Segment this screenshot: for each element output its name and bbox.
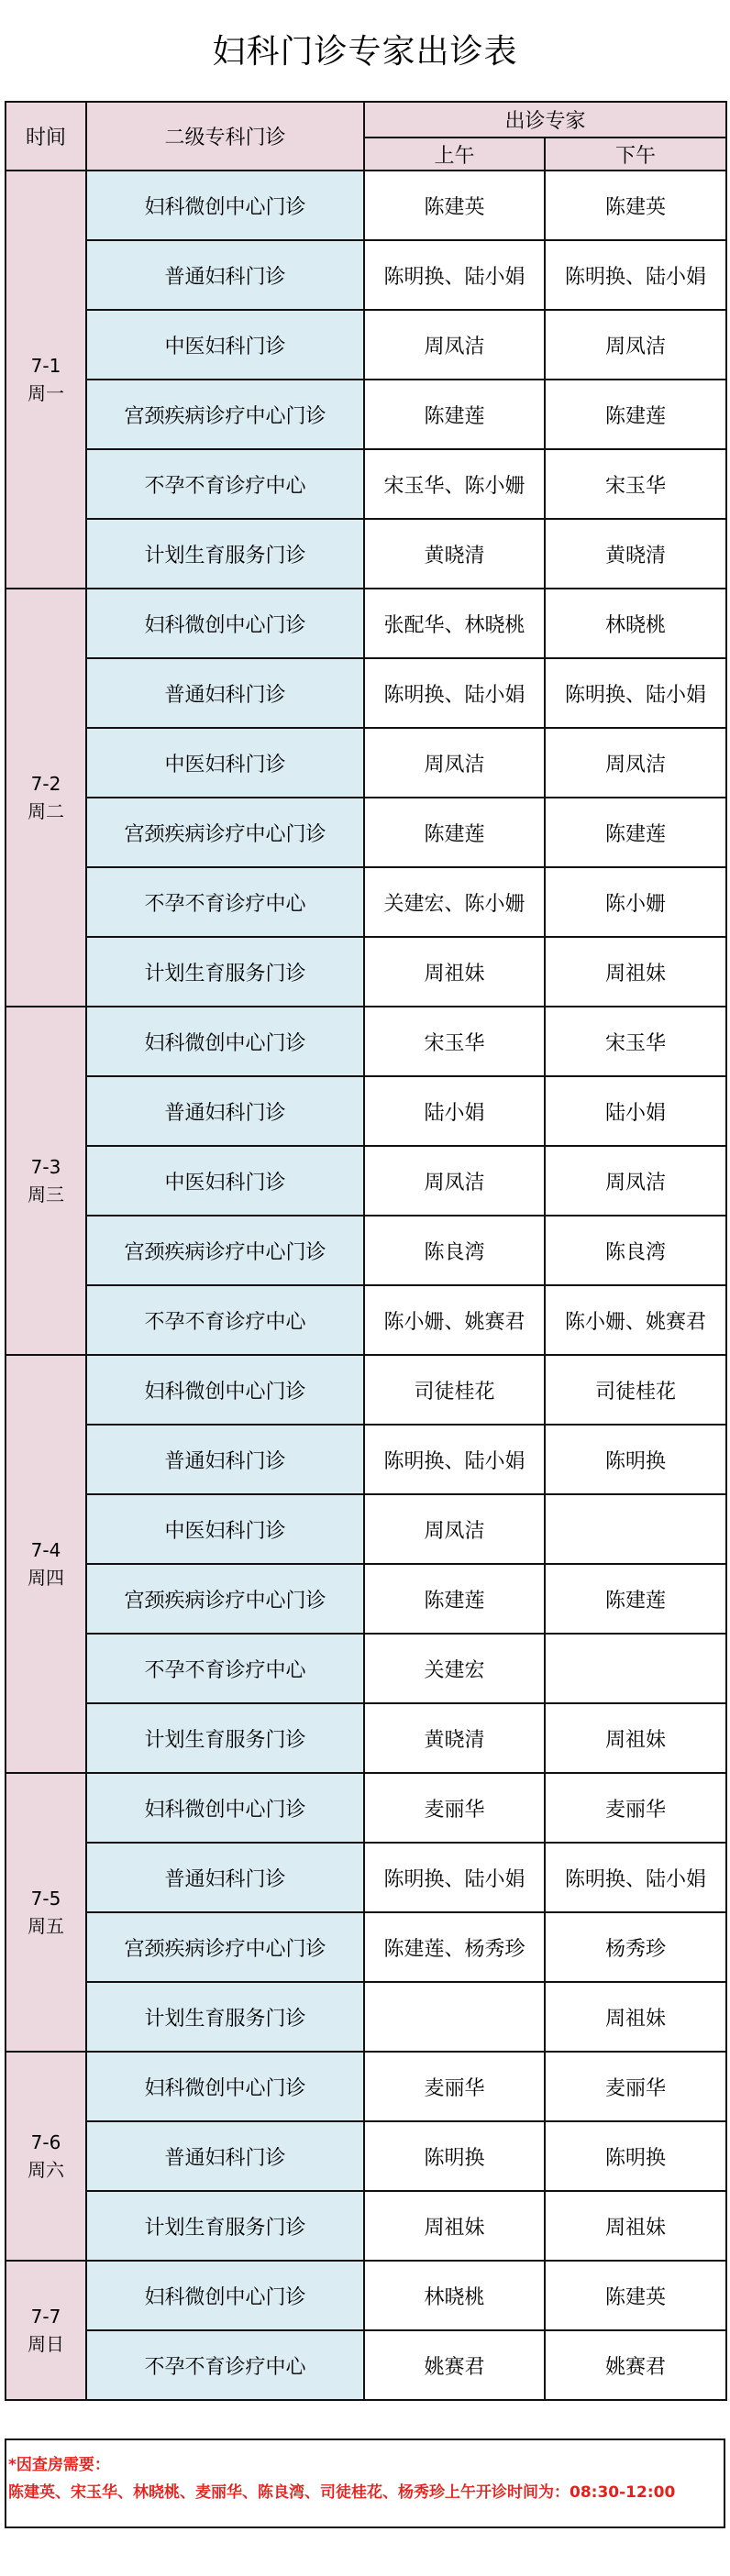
schedule-row	[6, 589, 726, 658]
table-header	[6, 102, 726, 171]
schedule-row	[6, 1982, 726, 2052]
schedule-body	[6, 171, 726, 2400]
am-doctor-cell	[364, 1982, 545, 2052]
day-cell	[6, 589, 86, 1007]
schedule-row	[6, 728, 726, 798]
schedule-row	[6, 2191, 726, 2261]
dept-cell: 中医妇科门诊	[86, 1146, 364, 1216]
pm-doctor-cell: 陈建英	[545, 171, 726, 240]
am-doctor-cell: 张配华、林晓桃	[364, 589, 545, 658]
day-weekday: 周一	[28, 382, 64, 404]
schedule-row	[6, 1007, 726, 1076]
dept-cell: 中医妇科门诊	[86, 1494, 364, 1564]
pm-doctor-cell: 陈明换	[545, 2121, 726, 2191]
am-doctor-cell: 关建宏、陈小姗	[364, 867, 545, 937]
dept-cell: 计划生育服务门诊	[86, 2191, 364, 2261]
pm-doctor-cell: 陈小姗	[545, 867, 726, 937]
schedule-row	[6, 937, 726, 1007]
am-doctor-cell: 周凤洁	[364, 1494, 545, 1564]
am-doctor-cell: 陈明换、陆小娟	[364, 1425, 545, 1494]
pm-header: 下午	[545, 138, 726, 171]
am-doctor-cell: 周凤洁	[364, 1146, 545, 1216]
schedule-row	[6, 1494, 726, 1564]
pm-doctor-cell: 陈明换、陆小娟	[545, 240, 726, 310]
pm-doctor-cell: 陈明换	[545, 1425, 726, 1494]
am-doctor-cell: 陈建莲	[364, 1564, 545, 1634]
time-header: 时间	[6, 102, 86, 171]
schedule-row	[6, 1355, 726, 1425]
pm-doctor-cell: 林晓桃	[545, 589, 726, 658]
day-weekday: 周二	[28, 800, 64, 822]
schedule-row	[6, 240, 726, 310]
am-doctor-cell: 陈明换、陆小娟	[364, 240, 545, 310]
pm-doctor-cell: 司徒桂花	[545, 1355, 726, 1425]
am-doctor-cell: 麦丽华	[364, 1773, 545, 1843]
pm-doctor-cell: 陈明换、陆小娟	[545, 658, 726, 728]
dept-cell: 普通妇科门诊	[86, 1843, 364, 1912]
dept-cell: 妇科微创中心门诊	[86, 1007, 364, 1076]
schedule-row	[6, 1912, 726, 1982]
day-weekday: 周五	[28, 1915, 64, 1937]
am-doctor-cell: 陈建莲、杨秀珍	[364, 1912, 545, 1982]
pm-doctor-cell: 陈建莲	[545, 380, 726, 449]
dept-cell: 不孕不育诊疗中心	[86, 1634, 364, 1703]
am-doctor-cell: 关建宏	[364, 1634, 545, 1703]
day-cell	[6, 1007, 86, 1355]
pm-doctor-cell: 陈良湾	[545, 1216, 726, 1285]
pm-doctor-cell: 周凤洁	[545, 728, 726, 798]
day-date: 7-3	[30, 1156, 61, 1178]
dept-cell: 不孕不育诊疗中心	[86, 449, 364, 519]
schedule-row	[6, 1076, 726, 1146]
day-date: 7-7	[30, 2306, 61, 2328]
am-doctor-cell: 黄晓清	[364, 1703, 545, 1773]
day-cell	[6, 171, 86, 589]
dept-cell: 妇科微创中心门诊	[86, 589, 364, 658]
schedule-row	[6, 1773, 726, 1843]
schedule-row	[6, 1285, 726, 1355]
pm-doctor-cell: 陆小娟	[545, 1076, 726, 1146]
schedule-row	[6, 449, 726, 519]
day-date: 7-5	[30, 1888, 61, 1910]
schedule-row	[6, 658, 726, 728]
schedule-row	[6, 2261, 726, 2330]
schedule-row	[6, 519, 726, 589]
pm-doctor-cell: 周凤洁	[545, 310, 726, 380]
schedule-row	[6, 1146, 726, 1216]
dept-cell: 普通妇科门诊	[86, 1425, 364, 1494]
pm-doctor-cell: 陈小姗、姚赛君	[545, 1285, 726, 1355]
pm-doctor-cell: 黄晓清	[545, 519, 726, 589]
notes-box	[5, 2438, 725, 2528]
pm-doctor-cell: 宋玉华	[545, 1007, 726, 1076]
dept-cell: 计划生育服务门诊	[86, 937, 364, 1007]
schedule-row	[6, 2330, 726, 2400]
am-doctor-cell: 麦丽华	[364, 2052, 545, 2121]
am-doctor-cell: 周凤洁	[364, 728, 545, 798]
am-doctor-cell: 陈建莲	[364, 380, 545, 449]
schedule-row	[6, 380, 726, 449]
day-cell	[6, 2261, 86, 2400]
pm-doctor-cell	[545, 1494, 726, 1564]
dept-cell: 不孕不育诊疗中心	[86, 1285, 364, 1355]
am-doctor-cell: 宋玉华	[364, 1007, 545, 1076]
am-doctor-cell: 陈小姗、姚赛君	[364, 1285, 545, 1355]
dept-cell: 中医妇科门诊	[86, 728, 364, 798]
schedule-row	[6, 1634, 726, 1703]
dept-cell: 中医妇科门诊	[86, 310, 364, 380]
am-doctor-cell: 陈建莲	[364, 798, 545, 867]
dept-cell: 普通妇科门诊	[86, 1076, 364, 1146]
schedule-row	[6, 1843, 726, 1912]
am-doctor-cell: 陆小娟	[364, 1076, 545, 1146]
schedule-row	[6, 1703, 726, 1773]
am-doctor-cell: 周祖妹	[364, 2191, 545, 2261]
day-weekday: 周六	[28, 2159, 64, 2181]
dept-cell: 妇科微创中心门诊	[86, 2261, 364, 2330]
dept-cell: 普通妇科门诊	[86, 240, 364, 310]
pm-doctor-cell: 陈明换、陆小娟	[545, 1843, 726, 1912]
pm-doctor-cell: 陈建莲	[545, 798, 726, 867]
pm-doctor-cell: 周祖妹	[545, 937, 726, 1007]
pm-doctor-cell: 陈建英	[545, 2261, 726, 2330]
am-header: 上午	[364, 138, 545, 171]
am-doctor-cell: 陈明换、陆小娟	[364, 1843, 545, 1912]
pm-doctor-cell: 周凤洁	[545, 1146, 726, 1216]
day-cell	[6, 1355, 86, 1773]
dept-cell: 普通妇科门诊	[86, 658, 364, 728]
schedule-row	[6, 1425, 726, 1494]
pm-doctor-cell: 姚赛君	[545, 2330, 726, 2400]
day-date: 7-2	[30, 773, 61, 795]
am-doctor-cell: 姚赛君	[364, 2330, 545, 2400]
pm-doctor-cell: 周祖妹	[545, 2191, 726, 2261]
pm-doctor-cell: 陈建莲	[545, 1564, 726, 1634]
schedule-row	[6, 798, 726, 867]
am-doctor-cell: 周祖妹	[364, 937, 545, 1007]
am-doctor-cell: 周凤洁	[364, 310, 545, 380]
dept-cell: 普通妇科门诊	[86, 2121, 364, 2191]
day-weekday: 周四	[28, 1567, 64, 1589]
schedule-row	[6, 2121, 726, 2191]
dept-cell: 计划生育服务门诊	[86, 1982, 364, 2052]
dept-cell: 计划生育服务门诊	[86, 1703, 364, 1773]
pm-doctor-cell: 麦丽华	[545, 1773, 726, 1843]
day-weekday: 周日	[28, 2333, 64, 2355]
pm-doctor-cell: 宋玉华	[545, 449, 726, 519]
pm-doctor-cell	[545, 1634, 726, 1703]
pm-doctor-cell: 周祖妹	[545, 1703, 726, 1773]
dept-cell: 宫颈疾病诊疗中心门诊	[86, 380, 364, 449]
notes-line-1: *因查房需要：	[8, 2456, 110, 2474]
schedule-table	[5, 101, 727, 2401]
day-date: 7-4	[30, 1539, 61, 1561]
dept-cell: 宫颈疾病诊疗中心门诊	[86, 798, 364, 867]
am-doctor-cell: 陈建英	[364, 171, 545, 240]
day-date: 7-1	[30, 355, 61, 377]
dept-cell: 妇科微创中心门诊	[86, 1355, 364, 1425]
dept-cell: 妇科微创中心门诊	[86, 2052, 364, 2121]
pm-doctor-cell: 杨秀珍	[545, 1912, 726, 1982]
dept-cell: 宫颈疾病诊疗中心门诊	[86, 1216, 364, 1285]
day-cell	[6, 2052, 86, 2261]
day-cell	[6, 1773, 86, 2052]
dept-cell: 不孕不育诊疗中心	[86, 867, 364, 937]
page-title: 妇科门诊专家出诊表	[212, 33, 518, 71]
day-date: 7-6	[30, 2131, 61, 2153]
dept-cell: 妇科微创中心门诊	[86, 1773, 364, 1843]
schedule-row	[6, 310, 726, 380]
am-doctor-cell: 宋玉华、陈小姗	[364, 449, 545, 519]
schedule-row	[6, 1564, 726, 1634]
dept-cell: 不孕不育诊疗中心	[86, 2330, 364, 2400]
am-doctor-cell: 陈明换、陆小娟	[364, 658, 545, 728]
schedule-row	[6, 171, 726, 240]
schedule-row	[6, 1216, 726, 1285]
am-doctor-cell: 陈良湾	[364, 1216, 545, 1285]
dept-cell: 计划生育服务门诊	[86, 519, 364, 589]
am-doctor-cell: 黄晓清	[364, 519, 545, 589]
pm-doctor-cell: 麦丽华	[545, 2052, 726, 2121]
experts-header: 出诊专家	[364, 102, 726, 138]
notes-line-2: 陈建英、宋玉华、林晓桃、麦丽华、陈良湾、司徒桂花、杨秀珍上午开诊时间为：08:30-12:00	[8, 2483, 676, 2502]
pm-doctor-cell: 周祖妹	[545, 1982, 726, 2052]
dept-cell: 宫颈疾病诊疗中心门诊	[86, 1912, 364, 1982]
dept-cell: 宫颈疾病诊疗中心门诊	[86, 1564, 364, 1634]
am-doctor-cell: 林晓桃	[364, 2261, 545, 2330]
schedule-row	[6, 2052, 726, 2121]
am-doctor-cell: 司徒桂花	[364, 1355, 545, 1425]
dept-header: 二级专科门诊	[86, 102, 364, 171]
schedule-row	[6, 867, 726, 937]
am-doctor-cell: 陈明换	[364, 2121, 545, 2191]
day-weekday: 周三	[28, 1183, 64, 1205]
dept-cell: 妇科微创中心门诊	[86, 171, 364, 240]
